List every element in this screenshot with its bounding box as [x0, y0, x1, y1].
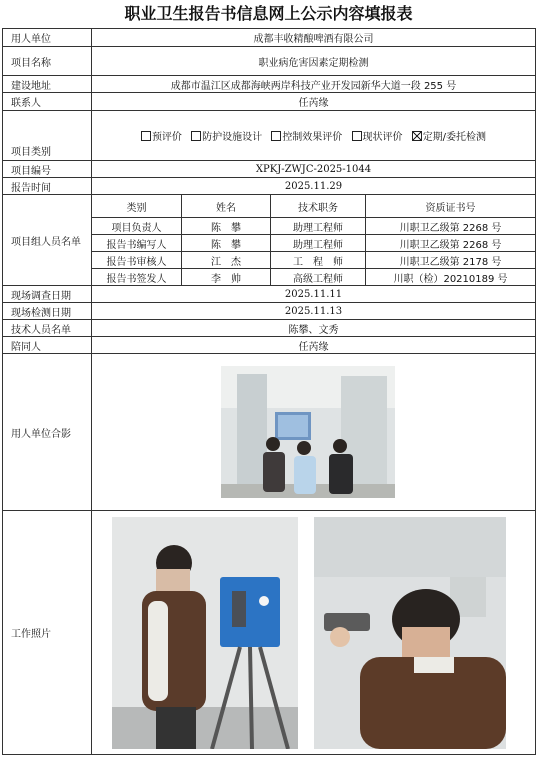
value-report-date: 2025.11.29 — [92, 178, 536, 195]
option-protection-design — [191, 132, 262, 143]
team-name: 李 帅 — [182, 269, 271, 286]
option-control-effect — [271, 132, 342, 143]
option-label: 定期/委托检测 — [422, 132, 487, 143]
value-employer: 成都丰收精酿啤酒有限公司 — [92, 29, 536, 47]
work-photo-1 — [112, 517, 298, 749]
row-contact — [3, 93, 536, 111]
label-contact: 联系人 — [3, 93, 92, 111]
label-address: 建设地址 — [3, 76, 92, 93]
value-contact: 任芮缘 — [92, 93, 536, 111]
work-photos — [92, 513, 536, 753]
label-technicians: 技术人员名单 — [3, 320, 92, 337]
option-pre-evaluation — [141, 132, 182, 143]
row-group-photo — [3, 354, 536, 511]
label-employer: 用人单位 — [3, 29, 92, 47]
project-type-options — [92, 111, 536, 161]
team-cert: 川职卫乙级第 2178 号 — [366, 252, 536, 269]
option-label: 预评价 — [151, 132, 182, 143]
team-cert: 川职卫乙级第 2268 号 — [366, 218, 536, 235]
value-project-no: XPKJ-ZWJC-2025-1044 — [92, 161, 536, 178]
team-cert: 川职卫乙级第 2268 号 — [366, 235, 536, 252]
row-work-photos — [3, 511, 536, 755]
label-project-no: 项目编号 — [3, 161, 92, 178]
work-photo-1-image — [112, 517, 298, 749]
checkbox-control-effect — [271, 131, 281, 141]
label-escort: 陪同人 — [3, 337, 92, 354]
group-photo — [221, 366, 395, 498]
row-project-type — [3, 111, 536, 161]
row-employer — [3, 29, 536, 47]
option-periodic-testing — [412, 132, 486, 143]
value-escort: 任芮缘 — [92, 337, 536, 354]
team-header-role: 类别 — [92, 195, 182, 218]
value-test-date: 2025.11.13 — [92, 303, 536, 320]
work-photo-2 — [314, 517, 506, 749]
checkbox-protection-design — [191, 131, 201, 141]
work-photos-cell — [92, 511, 536, 755]
team-header-cert: 资质证书号 — [366, 195, 536, 218]
row-escort — [3, 337, 536, 354]
label-test-date: 现场检测日期 — [3, 303, 92, 320]
label-project-type: 项目类别 — [3, 111, 92, 161]
option-label: 防护设施设计 — [202, 132, 263, 143]
team-header-row — [3, 195, 536, 218]
option-label: 控制效果评价 — [282, 132, 343, 143]
team-title: 助理工程师 — [271, 218, 366, 235]
label-project-name: 项目名称 — [3, 47, 92, 76]
label-survey-date: 现场调查日期 — [3, 286, 92, 303]
team-title: 高级工程师 — [271, 269, 366, 286]
checkbox-status-evaluation — [352, 131, 362, 141]
value-address: 成都市温江区成都海峡两岸科技产业开发园新华大道一段 255 号 — [92, 76, 536, 93]
group-photo-cell — [92, 354, 536, 511]
option-status-evaluation — [352, 132, 403, 143]
option-label: 现状评价 — [362, 132, 403, 143]
disclosure-form — [2, 28, 536, 755]
team-role: 项目负责人 — [92, 218, 182, 235]
label-team: 项目组人员名单 — [3, 195, 92, 286]
team-name: 陈 攀 — [182, 218, 271, 235]
team-header-name: 姓名 — [182, 195, 271, 218]
label-work-photos: 工作照片 — [3, 511, 92, 755]
label-group-photo: 用人单位合影 — [3, 354, 92, 511]
value-survey-date: 2025.11.11 — [92, 286, 536, 303]
checkbox-periodic-testing — [412, 131, 422, 141]
form-title: 职业卫生报告书信息网上公示内容填报表 — [124, 4, 413, 23]
team-role: 报告书编写人 — [92, 235, 182, 252]
value-technicians: 陈攀、文秀 — [92, 320, 536, 337]
label-report-date: 报告时间 — [3, 178, 92, 195]
team-role: 报告书签发人 — [92, 269, 182, 286]
team-name: 江 杰 — [182, 252, 271, 269]
row-survey-date — [3, 286, 536, 303]
row-technicians — [3, 320, 536, 337]
team-header-title: 技术职务 — [271, 195, 366, 218]
value-project-name: 职业病危害因素定期检测 — [92, 47, 536, 76]
team-cert: 川职（检）20210189 号 — [366, 269, 536, 286]
team-title: 助理工程师 — [271, 235, 366, 252]
team-title: 工 程 师 — [271, 252, 366, 269]
row-address — [3, 76, 536, 93]
group-photo-image — [221, 366, 395, 498]
row-test-date — [3, 303, 536, 320]
row-project-no — [3, 161, 536, 178]
team-name: 陈 攀 — [182, 235, 271, 252]
checkbox-pre-evaluation — [141, 131, 151, 141]
work-photo-2-image — [314, 517, 506, 749]
team-role: 报告书审核人 — [92, 252, 182, 269]
row-project-name — [3, 47, 536, 76]
row-report-date — [3, 178, 536, 195]
